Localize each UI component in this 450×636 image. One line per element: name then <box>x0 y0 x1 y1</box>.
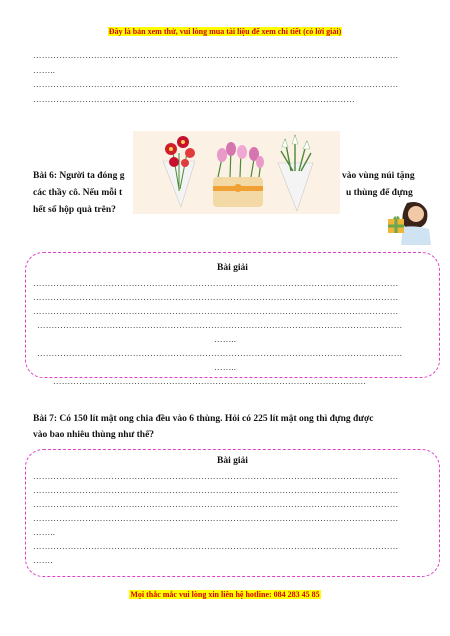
answer-line: ……………………………………………………………………………………………………………… <box>37 349 403 358</box>
answer-line: ……………………………………………………………………………………………… <box>53 377 367 386</box>
answer-line-short: ……. <box>33 556 53 565</box>
flower-bouquets-illustration <box>133 131 340 214</box>
preview-banner-text: Đây là bản xem thử, vui lòng mua tài liệu để xem chi tiết (có lời giải) <box>108 27 342 36</box>
answer-line-short: …….. <box>214 363 237 372</box>
preview-banner <box>0 27 450 36</box>
question-7-line1: Bài 7: Có 150 lít mật ong chia đều vào 6 thùng. Hỏi có 225 lít mật ong thì đựng được <box>33 414 374 424</box>
answer-line: ……………………………………………………………………………………………………………… <box>33 500 399 509</box>
answer-line-short: …….. <box>214 335 237 344</box>
question-6-line1-left: Bài 6: Người ta đóng g <box>33 171 125 181</box>
question-7-line2: vào bao nhiêu thùng như thế? <box>33 430 155 440</box>
solution-box-title: Bài giải <box>217 456 248 466</box>
answer-line: ………………………………………………………………………………………………… <box>33 95 355 104</box>
answer-line: ……………………………………………………………………………………………………………… <box>33 472 399 481</box>
answer-line: ……………………………………………………………………………………………………………… <box>33 307 399 316</box>
question-6-line3: hết số hộp quà trên? <box>33 205 116 215</box>
hotline-footer <box>0 590 450 599</box>
girl-gift-icon <box>385 197 435 245</box>
answer-line: ……………………………………………………………………………………………………………… <box>33 514 399 523</box>
answer-line: ……………………………………………………………………………………………………………… <box>33 80 399 89</box>
answer-line: ……………………………………………………………………………………………………………… <box>33 51 399 60</box>
question-6-line2-left: các thầy cô. Nếu mỗi t <box>33 188 123 198</box>
answer-line-short: …….. <box>33 66 56 75</box>
bouquets-icon <box>133 131 340 214</box>
answer-line: ……………………………………………………………………………………………………………… <box>33 486 399 495</box>
question-6-line2-right: u thùng để đựng <box>346 188 413 198</box>
answer-line-short: …….. <box>33 528 56 537</box>
answer-line: ……………………………………………………………………………………………………………… <box>37 321 403 330</box>
solution-box-7 <box>25 449 440 577</box>
answer-line: ……………………………………………………………………………………………………………… <box>33 293 399 302</box>
hotline-text: Mọi thắc mắc vui lòng xin liên hệ hotline: 084 283 45 85 <box>130 590 320 599</box>
answer-line: ……………………………………………………………………………………………………………… <box>33 542 399 551</box>
solution-box-title: Bài giải <box>217 263 248 273</box>
answer-line: ……………………………………………………………………………………………………………… <box>33 279 399 288</box>
question-6-line1-right: vào vùng núi tặng <box>342 171 415 181</box>
girl-with-gift-illustration <box>385 197 435 245</box>
